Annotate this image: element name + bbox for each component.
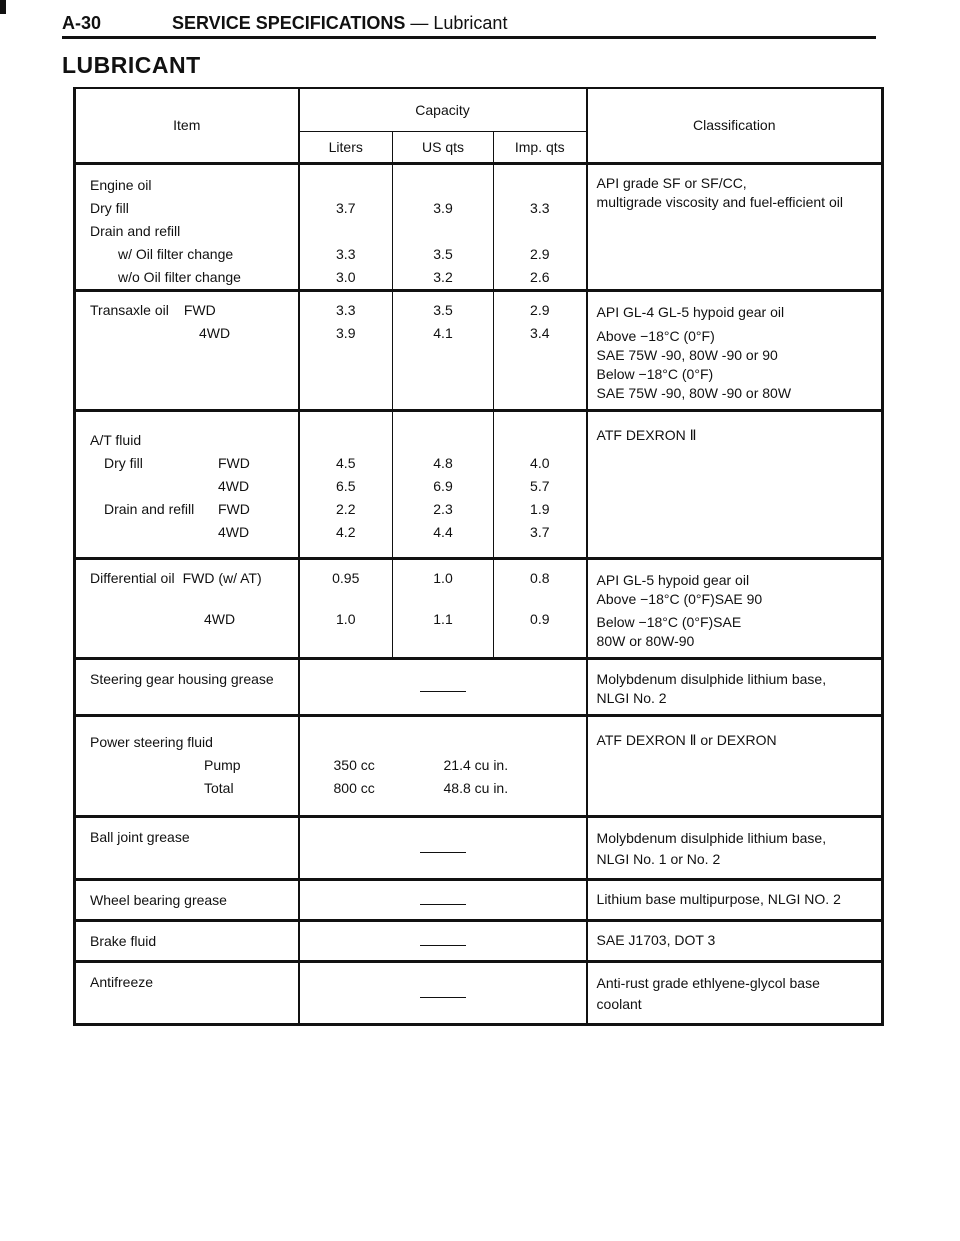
table-row-antifreeze xyxy=(75,962,883,1025)
classification-line: NLGI No. 1 or No. 2 xyxy=(596,851,721,867)
table-row-steering-grease xyxy=(75,659,883,716)
classification-line: SAE J1703, DOT 3 xyxy=(596,932,716,948)
at-drain-fwd: FWD xyxy=(218,501,250,518)
classification-line: API GL-5 hypoid gear oil xyxy=(596,572,750,588)
section-title: LUBRICANT xyxy=(62,52,201,78)
header-us-qts: US qts xyxy=(393,132,494,164)
cell-value: 3.3 xyxy=(530,200,550,217)
at-dry-4wd: 4WD xyxy=(218,478,250,495)
classification-line: coolant xyxy=(596,996,642,1012)
cell-value: 4.5 xyxy=(336,455,356,472)
not-applicable-dash xyxy=(420,852,466,853)
at-dry-fwd: FWD xyxy=(218,455,250,472)
header-classification: Classification xyxy=(693,117,776,134)
total-cuin-value: 48.8 cu in. xyxy=(443,780,509,797)
corner-registration-mark xyxy=(0,0,6,14)
classification-line: multigrade viscosity and fuel-efficient oil xyxy=(596,194,843,210)
classification-line: 80W or 80W-90 xyxy=(596,633,695,649)
cell-value: 3.7 xyxy=(336,200,356,217)
not-applicable-dash xyxy=(420,691,466,692)
classification-line: API GL-4 GL-5 hypoid gear oil xyxy=(596,304,785,320)
page-header xyxy=(62,10,876,39)
table-row-brake-fluid xyxy=(75,921,883,962)
running-title-main: SERVICE SPECIFICATIONS xyxy=(172,13,406,33)
at-drain-refill: Drain and refill xyxy=(104,501,195,518)
power-steering-total: Total xyxy=(204,780,234,797)
cell-value: 0.8 xyxy=(530,570,550,587)
classification-line: SAE 75W -90, 80W -90 or 90 xyxy=(596,347,778,363)
classification-line: NLGI No. 2 xyxy=(596,690,667,706)
engine-oil-label: Engine oil xyxy=(90,177,152,194)
engine-oil-dry-fill: Dry fill xyxy=(90,200,129,217)
table-row-ball-joint xyxy=(75,817,883,880)
not-applicable-dash xyxy=(420,904,466,905)
cell-value: 2.9 xyxy=(530,246,550,263)
cell-value: 2.2 xyxy=(336,501,356,518)
classification-line: SAE 75W -90, 80W -90 or 80W xyxy=(596,385,792,401)
transaxle-oil-label: Transaxle oil xyxy=(90,302,169,319)
classification-line: ATF DEXRON Ⅱ or DEXRON xyxy=(596,732,777,748)
engine-oil-with-filter: w/ Oil filter change xyxy=(118,246,234,263)
cell-value: 0.95 xyxy=(332,570,360,587)
table-row-differential-oil xyxy=(75,559,883,659)
lubricant-spec-table xyxy=(73,87,884,1026)
cell-value: 0.9 xyxy=(530,611,550,628)
table-row-engine-oil xyxy=(75,164,883,291)
cell-value: 1.0 xyxy=(336,611,356,628)
table-row-at-fluid xyxy=(75,411,883,559)
brake-fluid-label: Brake fluid xyxy=(90,933,157,950)
header-imp-qts: Imp. qts xyxy=(494,132,587,164)
not-applicable-dash xyxy=(420,945,466,946)
differential-4wd-label: 4WD xyxy=(204,611,236,628)
ball-joint-label: Ball joint grease xyxy=(90,829,190,846)
header-liters: Liters xyxy=(299,132,393,164)
wheel-bearing-label: Wheel bearing grease xyxy=(90,892,227,909)
steering-grease-label: Steering gear housing grease xyxy=(90,671,274,688)
classification-line: Below −18°C (0°F) xyxy=(596,366,714,382)
antifreeze-label: Antifreeze xyxy=(90,974,154,991)
running-title xyxy=(172,13,507,34)
cell-value: 2.6 xyxy=(530,269,550,286)
total-cc-value: 800 cc xyxy=(333,780,375,797)
not-applicable-dash xyxy=(420,997,466,998)
cell-value: 3.0 xyxy=(336,269,356,286)
cell-value: 1.1 xyxy=(433,611,453,628)
classification-line: Molybdenum disulphide lithium base, xyxy=(596,830,827,846)
transaxle-4wd-label: 4WD xyxy=(199,325,231,342)
cell-value: 3.5 xyxy=(433,246,453,263)
cell-value: 3.9 xyxy=(433,200,453,217)
cell-value: 2.3 xyxy=(433,501,453,518)
running-title-sub: — Lubricant xyxy=(405,13,508,33)
cell-value: 3.4 xyxy=(530,325,550,342)
cell-value: 4.2 xyxy=(336,524,356,541)
cell-value: 5.7 xyxy=(530,478,550,495)
at-dry-fill: Dry fill xyxy=(104,455,143,472)
power-steering-label: Power steering fluid xyxy=(90,734,213,751)
cell-value: 6.9 xyxy=(433,478,453,495)
cell-value: 1.0 xyxy=(433,570,453,587)
classification-line: Below −18°C (0°F)SAE xyxy=(596,614,742,630)
cell-value: 2.9 xyxy=(530,302,550,319)
engine-oil-drain-refill: Drain and refill xyxy=(90,223,181,240)
cell-value: 4.8 xyxy=(433,455,453,472)
classification-line: Above −18°C (0°F)SAE 90 xyxy=(596,591,763,607)
cell-value: 3.3 xyxy=(336,302,356,319)
table-row-wheel-bearing xyxy=(75,880,883,921)
pump-cc-value: 350 cc xyxy=(333,757,375,774)
differential-fwd-label: FWD (w/ AT) xyxy=(182,570,262,587)
table-row-power-steering xyxy=(75,716,883,817)
pump-cuin-value: 21.4 cu in. xyxy=(443,757,509,774)
cell-value: 1.9 xyxy=(530,501,550,518)
cell-value: 3.7 xyxy=(530,524,550,541)
cell-value: 4.0 xyxy=(530,455,550,472)
classification-line: Molybdenum disulphide lithium base, xyxy=(596,671,827,687)
classification-line: Lithium base multipurpose, NLGI NO. 2 xyxy=(596,891,841,907)
table-row-transaxle-oil xyxy=(75,291,883,411)
cell-value: 6.5 xyxy=(336,478,356,495)
cell-value: 3.9 xyxy=(336,325,356,342)
cell-value: 4.4 xyxy=(433,524,453,541)
page-number: A-30 xyxy=(62,13,102,33)
classification-line: ATF DEXRON Ⅱ xyxy=(596,427,697,443)
header-capacity: Capacity xyxy=(299,88,587,132)
header-item: Item xyxy=(75,88,299,164)
classification-line: Above −18°C (0°F) xyxy=(596,328,715,344)
power-steering-pump: Pump xyxy=(204,757,241,774)
differential-oil-label: Differential oil xyxy=(90,570,175,587)
cell-value: 3.5 xyxy=(433,302,453,319)
at-drain-4wd: 4WD xyxy=(218,524,250,541)
transaxle-fwd-label: FWD xyxy=(183,302,216,319)
classification-line: API grade SF or SF/CC, xyxy=(596,175,747,191)
at-fluid-label: A/T fluid xyxy=(90,432,142,449)
cell-value: 4.1 xyxy=(433,325,453,342)
cell-value: 3.3 xyxy=(336,246,356,263)
cell-value: 3.2 xyxy=(433,269,453,286)
classification-line: Anti-rust grade ethlyene-glycol base xyxy=(596,975,820,991)
engine-oil-without-filter: w/o Oil filter change xyxy=(118,269,241,286)
